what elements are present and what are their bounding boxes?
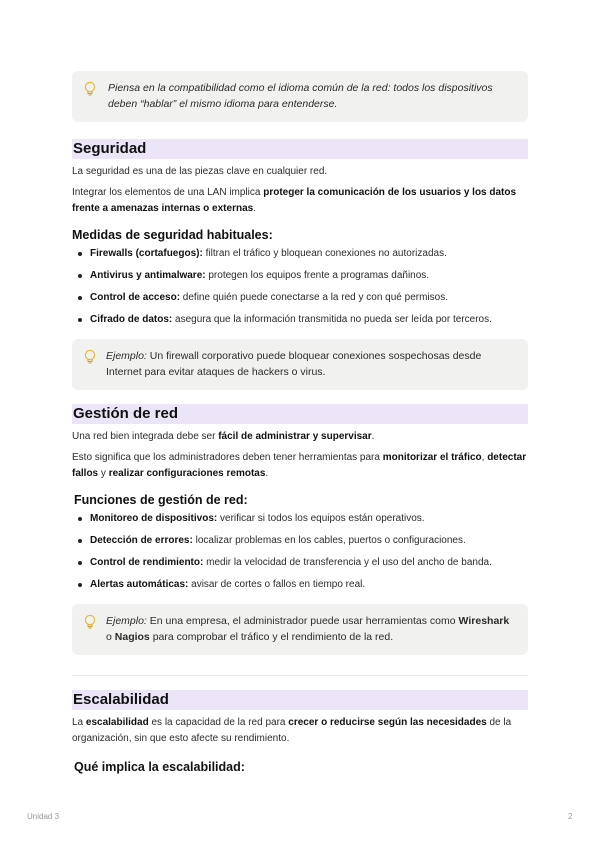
lightbulb-icon (83, 81, 97, 97)
paragraph: La seguridad es una de las piezas clave en cualquier red. (72, 166, 328, 177)
tool-name: Wireshark (458, 615, 510, 627)
list-item: Control de acceso: define quién puede conectarse a la red y con qué permisos. (72, 291, 528, 305)
paragraph: Una red bien integrada debe ser fácil de administrar y supervisar. (72, 431, 375, 442)
list-item: Firewalls (cortafuegos): filtran el tráfico y bloquean conexiones no autorizadas. (72, 247, 528, 261)
example-text: Un firewall corporativo puede bloquear conexiones sospechosas desde Internet para evitar ataques de hackers o virus. (106, 350, 482, 378)
example-callout (72, 604, 528, 655)
example-text: o (106, 631, 115, 643)
paragraph: Integrar los elementos de una LAN implica proteger la comunicación de los usuarios y los datos frente a amenazas internas o externas. (72, 187, 517, 214)
lightbulb-icon (83, 349, 97, 365)
subsection-title: Funciones de gestión de red: (74, 493, 248, 507)
subsection-title: Qué implica la escalabilidad: (74, 760, 245, 774)
list-item: Cifrado de datos: asegura que la información transmitida no pueda ser leída por terceros. (72, 313, 528, 327)
bullet-list (72, 247, 528, 327)
footer-unit: Unidad 3 (27, 812, 60, 821)
tool-name: Nagios (114, 631, 150, 643)
paragraph: Esto significa que los administradores deben tener herramientas para monitorizar el tráfico, detectar fallos y realizar configuraciones remotas. (72, 452, 527, 479)
section-title-gestion: Gestión de red (72, 404, 528, 424)
example-text: para comprobar el tráfico y el rendimiento de la red. (149, 631, 394, 643)
list-item: Detección de errores: localizar problemas en los cables, puertos o configuraciones. (72, 534, 528, 548)
list-item: Antivirus y antimalware: protegen los equipos frente a programas dañinos. (72, 269, 528, 283)
section-title-escalabilidad: Escalabilidad (72, 690, 528, 710)
tip-callout (72, 71, 528, 122)
example-text: En una empresa, el administrador puede usar herramientas como (146, 615, 459, 627)
example-label: Ejemplo: (106, 350, 147, 362)
divider (72, 675, 528, 676)
list-item: Control de rendimiento: medir la velocidad de transferencia y el uso del ancho de banda. (72, 556, 528, 570)
paragraph: La escalabilidad es la capacidad de la red para crecer o reducirse según las necesidades de la organización, sin que esto afecte su rendimiento. (72, 717, 512, 744)
tip-text: Piensa en la compatibilidad como el idioma común de la red: todos los dispositivos deben “hablar” el mismo idioma para entenderse. (108, 82, 493, 110)
example-label: Ejemplo: (106, 615, 147, 627)
list-item: Alertas automáticas: avisar de cortes o fallos en tiempo real. (72, 578, 528, 592)
bullet-list (72, 512, 528, 592)
list-item: Monitoreo de dispositivos: verificar si todos los equipos están operativos. (72, 512, 528, 526)
example-callout (72, 339, 528, 390)
section-title-seguridad: Seguridad (72, 139, 528, 159)
subsection-title: Medidas de seguridad habituales: (72, 228, 273, 242)
lightbulb-icon (83, 614, 97, 630)
page-content (72, 71, 528, 779)
footer-page-number: 2 (568, 812, 573, 821)
